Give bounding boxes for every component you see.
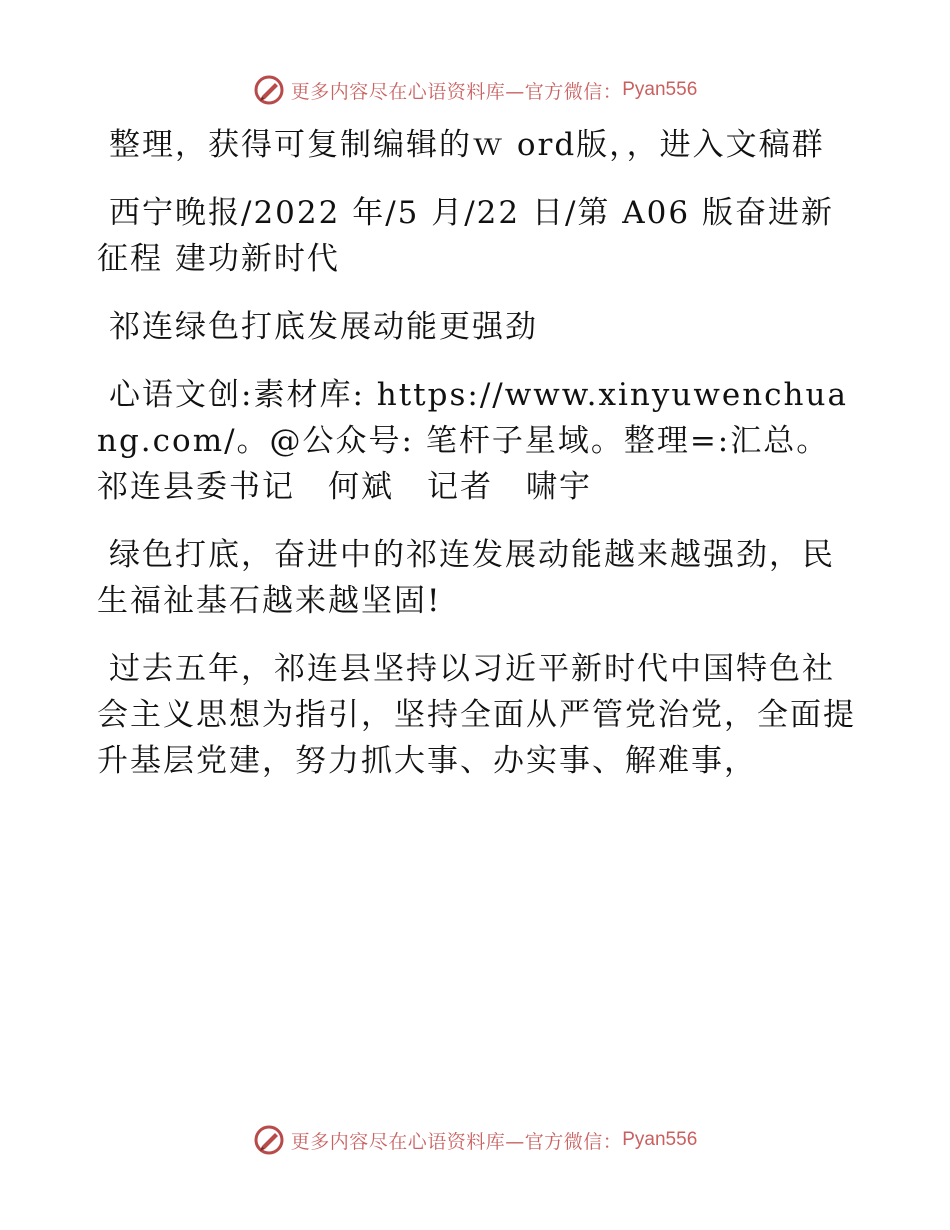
paragraph-4: 心语文创:素材库: https://www.xinyuwenchuang.com/。@公众号: 笔杆子星域。整理=:汇总。祁连县委书记 何斌 记者 啸宇 (97, 377, 848, 505)
footer-banner-text: 更多内容尽在心语资料库—官方微信： (290, 1130, 623, 1153)
paragraph-5: 绿色打底，奋进中的祁连发展动能越来越强劲，民生福祉基石越来越坚固! (97, 537, 835, 619)
header-banner-text: 更多内容尽在心语资料库—官方微信： (290, 80, 623, 103)
paragraph-1: 整理，获得可复制编辑的ｗ ord版，，进入文稿群 (109, 127, 825, 163)
header-banner (0, 70, 950, 110)
footer-banner-id: Pyan556 (622, 1129, 698, 1150)
header-banner-id: Pyan556 (622, 79, 698, 100)
footer-banner (0, 1120, 950, 1160)
document-body (97, 122, 857, 806)
article-title: 祁连绿色打底发展动能更强劲 (109, 309, 538, 345)
paragraph-6: 过去五年，祁连县坚持以习近平新时代中国特色社会主义思想为指引，坚持全面从严管党治党，全面提升基层党建，努力抓大事、办实事、解难事， (97, 651, 856, 779)
logo-icon (253, 74, 285, 106)
paragraph-2: 西宁晚报/2022 年/5 月/22 日/第 A06 版奋进新征程 建功新时代 (97, 195, 834, 277)
logo-icon (253, 1124, 285, 1156)
